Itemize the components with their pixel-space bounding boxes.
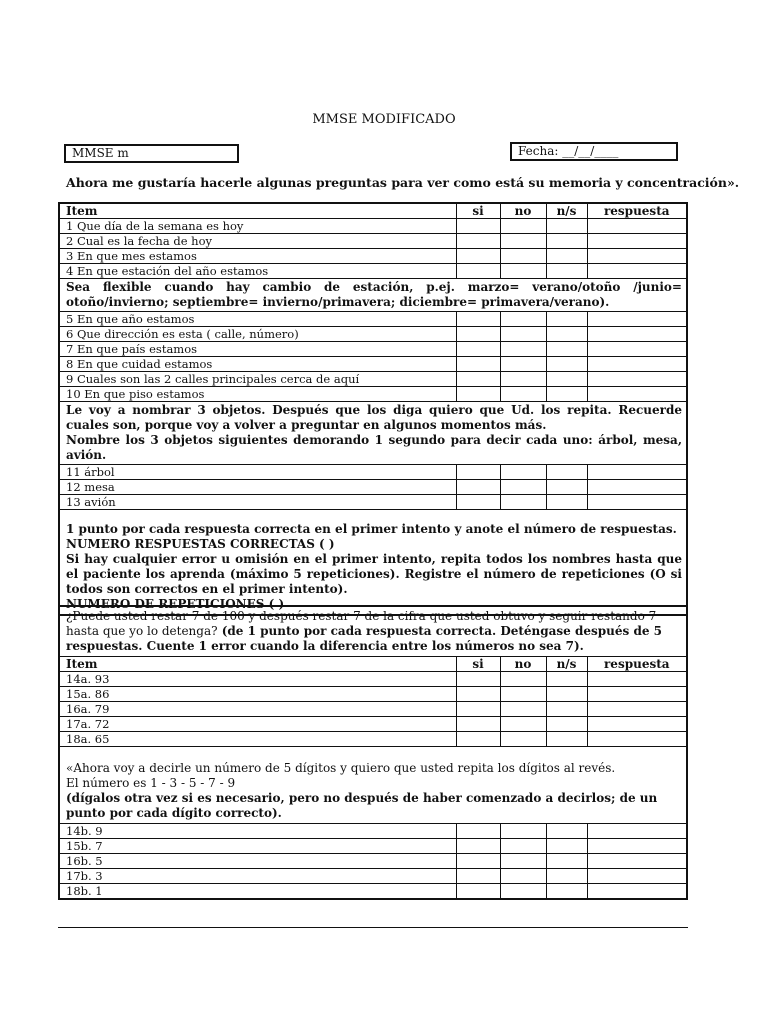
answer-si[interactable] xyxy=(456,357,500,372)
answer-ns[interactable] xyxy=(546,732,587,747)
answer-respuesta[interactable] xyxy=(587,495,687,510)
answer-respuesta[interactable] xyxy=(587,465,687,480)
objects-instruction: Nombre los 3 objetos siguientes demorando 1 segundo para decir cada uno: árbol, mesa, avión. xyxy=(66,433,682,462)
answer-ns[interactable] xyxy=(546,342,587,357)
answer-si[interactable] xyxy=(456,480,500,495)
item-label: 11 árbol xyxy=(59,465,456,480)
answer-respuesta[interactable] xyxy=(587,264,687,279)
item-label: 15b. 7 xyxy=(59,839,456,854)
answer-respuesta[interactable] xyxy=(587,884,687,900)
answer-ns[interactable] xyxy=(546,495,587,510)
answer-si[interactable] xyxy=(456,234,500,249)
answer-respuesta[interactable] xyxy=(587,480,687,495)
table-row xyxy=(59,854,687,869)
answer-ns[interactable] xyxy=(546,465,587,480)
answer-si[interactable] xyxy=(456,327,500,342)
item-label: 14b. 9 xyxy=(59,824,456,839)
answer-ns[interactable] xyxy=(546,312,587,327)
answer-no[interactable] xyxy=(500,234,546,249)
table-row xyxy=(59,717,687,732)
answer-no[interactable] xyxy=(500,465,546,480)
note-row xyxy=(59,510,687,616)
answer-respuesta[interactable] xyxy=(587,249,687,264)
digits-instruction: «Ahora voy a decirle un número de 5 dígitos y quiero que usted repita los dígitos al revés. xyxy=(66,761,616,775)
answer-respuesta[interactable] xyxy=(587,687,687,702)
table-row xyxy=(59,249,687,264)
answer-respuesta[interactable] xyxy=(587,327,687,342)
item-label: 12 mesa xyxy=(59,480,456,495)
answer-no[interactable] xyxy=(500,854,546,869)
item-label: 15a. 86 xyxy=(59,687,456,702)
col-ns: n/s xyxy=(546,203,587,219)
answer-ns[interactable] xyxy=(546,219,587,234)
digits-number: El número es 1 - 3 - 5 - 7 - 9 xyxy=(66,776,236,790)
answer-respuesta[interactable] xyxy=(587,219,687,234)
answer-no[interactable] xyxy=(500,687,546,702)
answer-respuesta[interactable] xyxy=(587,387,687,402)
answer-no[interactable] xyxy=(500,884,546,900)
answer-no[interactable] xyxy=(500,702,546,717)
subtraction-question: ¿Puede usted restar 7 de 100 y después restar 7 de la cifra que usted obtuvo y seguir restando 7 hasta que yo lo detenga? xyxy=(66,609,657,638)
season-note: Sea flexible cuando hay cambio de estación, p.ej. marzo= verano/otoño /junio= otoño/invierno; septiembre= invierno/primavera; diciembre= primavera/verano). xyxy=(59,279,687,312)
answer-ns[interactable] xyxy=(546,234,587,249)
item-label: 6 Que dirección es esta ( calle, número) xyxy=(59,327,456,342)
answer-respuesta[interactable] xyxy=(587,357,687,372)
answer-si[interactable] xyxy=(456,884,500,900)
objects-note: Le voy a nombrar 3 objetos. Después que los diga quiero que Ud. los repita. Recuerde cuales son, porque voy a volver a preguntar en algunos momentos más. xyxy=(66,403,682,432)
item-label: 2 Cual es la fecha de hoy xyxy=(59,234,456,249)
answer-respuesta[interactable] xyxy=(587,312,687,327)
note-row xyxy=(59,402,687,465)
table-row xyxy=(59,480,687,495)
item-label: 14a. 93 xyxy=(59,672,456,687)
answer-ns[interactable] xyxy=(546,357,587,372)
repetition-note: Si hay cualquier error u omisión en el primer intento, repita todos los nombres hasta que el paciente los aprenda (máximo 5 repeticiones). Registre el número de repeticiones (O si todos son correctos en el primer intento). xyxy=(66,552,682,596)
orientation-table xyxy=(58,202,688,616)
answer-ns[interactable] xyxy=(546,717,587,732)
item-label: 17b. 3 xyxy=(59,869,456,884)
answer-si[interactable] xyxy=(456,312,500,327)
answer-si[interactable] xyxy=(456,372,500,387)
answer-si[interactable] xyxy=(456,717,500,732)
answer-si[interactable] xyxy=(456,342,500,357)
answer-respuesta[interactable] xyxy=(587,824,687,839)
note-row xyxy=(59,279,687,312)
correct-count: NUMERO RESPUESTAS CORRECTAS ( ) xyxy=(66,537,335,551)
answer-no[interactable] xyxy=(500,839,546,854)
item-label: 18b. 1 xyxy=(59,884,456,900)
attention-table xyxy=(58,605,688,900)
answer-si[interactable] xyxy=(456,264,500,279)
item-label: 18a. 65 xyxy=(59,732,456,747)
page-title: MMSE MODIFICADO xyxy=(312,112,456,127)
answer-respuesta[interactable] xyxy=(587,854,687,869)
answer-respuesta[interactable] xyxy=(587,372,687,387)
answer-no[interactable] xyxy=(500,219,546,234)
table-header-row xyxy=(59,203,687,219)
date-field[interactable]: Fecha: __/__/____ xyxy=(510,142,678,161)
answer-si[interactable] xyxy=(456,495,500,510)
item-label: 1 Que día de la semana es hoy xyxy=(59,219,456,234)
answer-no[interactable] xyxy=(500,357,546,372)
table-row xyxy=(59,312,687,327)
answer-si[interactable] xyxy=(456,824,500,839)
col-respuesta: respuesta xyxy=(587,203,687,219)
answer-respuesta[interactable] xyxy=(587,234,687,249)
col-respuesta: respuesta xyxy=(587,657,687,672)
answer-si[interactable] xyxy=(456,249,500,264)
table-row xyxy=(59,357,687,372)
item-label: 16a. 79 xyxy=(59,702,456,717)
answer-si[interactable] xyxy=(456,465,500,480)
answer-no[interactable] xyxy=(500,717,546,732)
table-row xyxy=(59,839,687,854)
answer-respuesta[interactable] xyxy=(587,342,687,357)
table-row xyxy=(59,234,687,249)
answer-no[interactable] xyxy=(500,372,546,387)
table-row xyxy=(59,732,687,747)
answer-ns[interactable] xyxy=(546,839,587,854)
item-label: 17a. 72 xyxy=(59,717,456,732)
answer-ns[interactable] xyxy=(546,327,587,342)
answer-ns[interactable] xyxy=(546,884,587,900)
col-si: si xyxy=(456,203,500,219)
table-row xyxy=(59,495,687,510)
answer-si[interactable] xyxy=(456,869,500,884)
item-label: 9 Cuales son las 2 calles principales cerca de aquí xyxy=(59,372,456,387)
answer-respuesta[interactable] xyxy=(587,732,687,747)
answer-ns[interactable] xyxy=(546,687,587,702)
digits-note: (dígalos otra vez si es necesario, pero no después de haber comenzado a decirlos; de un punto por cada dígito correcto). xyxy=(66,791,658,820)
answer-no[interactable] xyxy=(500,869,546,884)
answer-si[interactable] xyxy=(456,732,500,747)
table-row xyxy=(59,327,687,342)
answer-ns[interactable] xyxy=(546,824,587,839)
scoring-note: 1 punto por cada respuesta correcta en el primer intento y anote el número de respuestas. xyxy=(66,522,677,536)
col-ns: n/s xyxy=(546,657,587,672)
answer-no[interactable] xyxy=(500,249,546,264)
table-row xyxy=(59,687,687,702)
answer-no[interactable] xyxy=(500,732,546,747)
table-header-row xyxy=(59,657,687,672)
answer-respuesta[interactable] xyxy=(587,672,687,687)
item-label: 4 En que estación del año estamos xyxy=(59,264,456,279)
table-row xyxy=(59,884,687,900)
table-row xyxy=(59,219,687,234)
answer-si[interactable] xyxy=(456,854,500,869)
answer-no[interactable] xyxy=(500,327,546,342)
table-row xyxy=(59,869,687,884)
col-item: Item xyxy=(59,203,456,219)
col-no: no xyxy=(500,203,546,219)
item-label: 7 En que país estamos xyxy=(59,342,456,357)
answer-no[interactable] xyxy=(500,480,546,495)
answer-si[interactable] xyxy=(456,839,500,854)
answer-no[interactable] xyxy=(500,342,546,357)
answer-ns[interactable] xyxy=(546,480,587,495)
answer-no[interactable] xyxy=(500,495,546,510)
answer-si[interactable] xyxy=(456,702,500,717)
table-row xyxy=(59,672,687,687)
answer-si[interactable] xyxy=(456,219,500,234)
answer-no[interactable] xyxy=(500,264,546,279)
answer-ns[interactable] xyxy=(546,672,587,687)
note-row xyxy=(59,606,687,657)
note-row xyxy=(59,747,687,824)
answer-ns[interactable] xyxy=(546,869,587,884)
table-row xyxy=(59,372,687,387)
answer-si[interactable] xyxy=(456,672,500,687)
item-label: 5 En que año estamos xyxy=(59,312,456,327)
answer-no[interactable] xyxy=(500,387,546,402)
table-row xyxy=(59,824,687,839)
answer-no[interactable] xyxy=(500,824,546,839)
answer-no[interactable] xyxy=(500,312,546,327)
footer-divider xyxy=(58,927,688,928)
answer-respuesta[interactable] xyxy=(587,869,687,884)
table-row xyxy=(59,264,687,279)
col-no: no xyxy=(500,657,546,672)
answer-respuesta[interactable] xyxy=(587,839,687,854)
answer-respuesta[interactable] xyxy=(587,702,687,717)
table-row xyxy=(59,342,687,357)
answer-no[interactable] xyxy=(500,672,546,687)
table-row xyxy=(59,702,687,717)
answer-respuesta[interactable] xyxy=(587,717,687,732)
answer-ns[interactable] xyxy=(546,854,587,869)
answer-si[interactable] xyxy=(456,387,500,402)
mmse-score-field[interactable]: MMSE m xyxy=(64,144,239,163)
answer-ns[interactable] xyxy=(546,264,587,279)
item-label: 3 En que mes estamos xyxy=(59,249,456,264)
table-row xyxy=(59,387,687,402)
col-si: si xyxy=(456,657,500,672)
answer-si[interactable] xyxy=(456,687,500,702)
item-label: 13 avión xyxy=(59,495,456,510)
answer-ns[interactable] xyxy=(546,702,587,717)
item-label: 16b. 5 xyxy=(59,854,456,869)
subtraction-instruction: (de 1 punto por cada respuesta correcta. Deténgase después de 5 respuestas. Cuente 1 error cuando la diferencia entre los números no sea 7). xyxy=(66,624,663,653)
intro-text: Ahora me gustaría hacerle algunas preguntas para ver como está su memoria y concentración». xyxy=(66,175,740,190)
answer-ns[interactable] xyxy=(546,372,587,387)
answer-ns[interactable] xyxy=(546,387,587,402)
answer-ns[interactable] xyxy=(546,249,587,264)
col-item: Item xyxy=(59,657,456,672)
item-label: 8 En que cuidad estamos xyxy=(59,357,456,372)
table-row xyxy=(59,465,687,480)
repetition-count: NUMERO DE REPETICIONES ( ) xyxy=(66,597,285,611)
item-label: 10 En que piso estamos xyxy=(59,387,456,402)
